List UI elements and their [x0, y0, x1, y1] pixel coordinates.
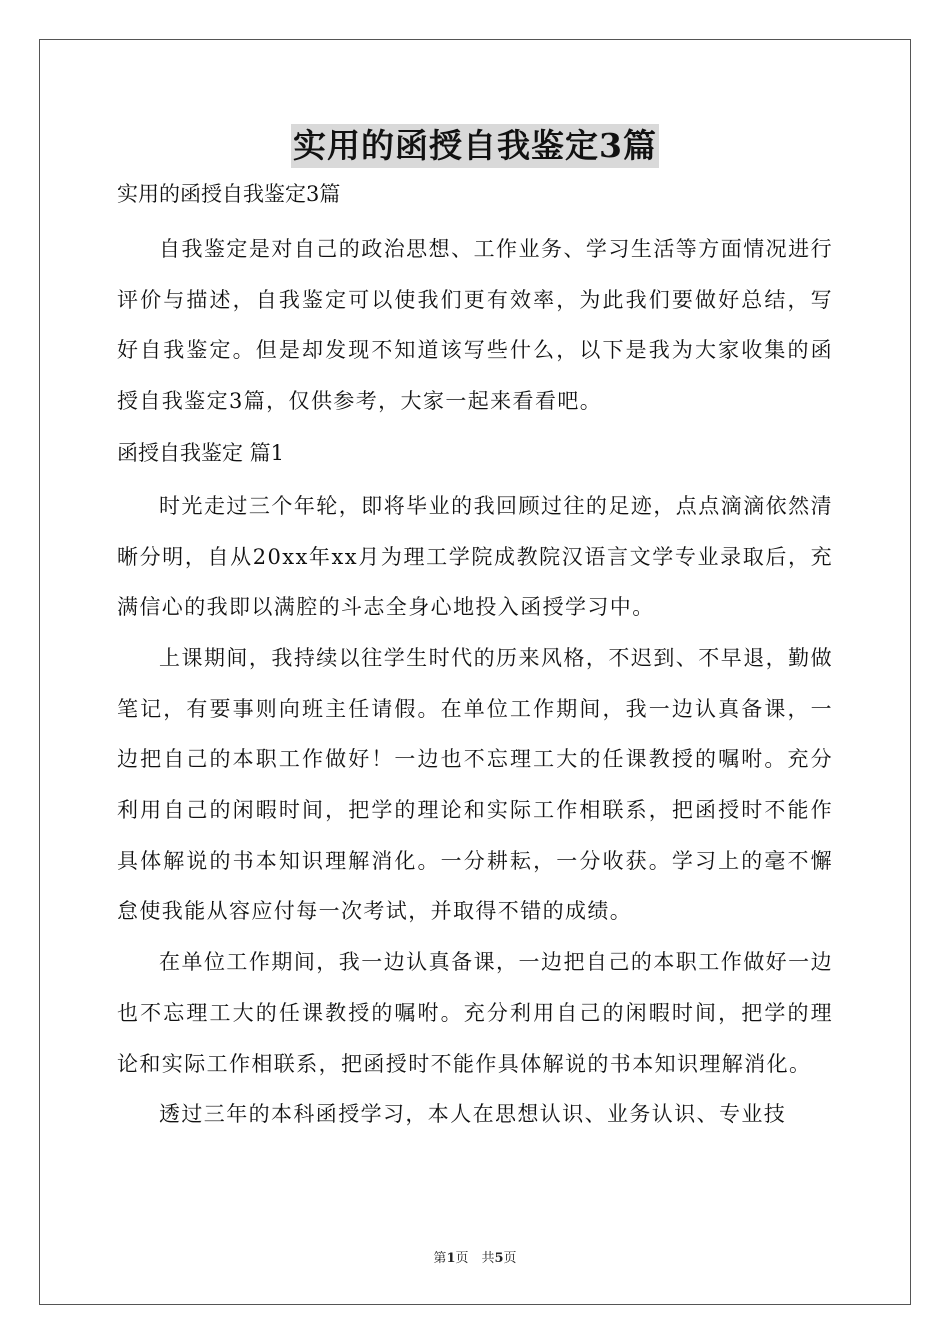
footer-page-current: 1	[446, 1251, 456, 1266]
intro-paragraph: 自我鉴定是对自己的政治思想、工作业务、学习生活等方面情况进行评价与描述，自我鉴定可以使我们更有效率，为此我们要做好总结，写好自我鉴定。但是却发现不知道该写些什么，以下是我为大家收集的函授自我鉴定3篇，仅供参考，大家一起来看看吧。	[117, 237, 833, 414]
footer-page-mid: 页 共	[455, 1251, 495, 1266]
title-container	[117, 124, 833, 174]
document-subtitle: 实用的函授自我鉴定3篇	[117, 182, 341, 206]
document-body	[117, 124, 833, 1140]
body-paragraph: 在单位工作期间，我一边认真备课，一边把自己的本职工作做好一边也不忘理工大的任课教授的嘱咐。充分利用自己的闲暇时间，把学的理论和实际工作相联系，把函授时不能作具体解说的书本知识理解消化。	[117, 950, 833, 1076]
body-paragraph: 透过三年的本科函授学习，本人在思想认识、业务认识、专业技	[159, 1102, 787, 1127]
body-paragraph: 上课期间，我持续以往学生时代的历来风格，不迟到、不早退，勤做笔记，有要事则向班主任请假。在单位工作期间，我一边认真备课，一边把自己的本职工作做好！一边也不忘理工大的任课教授的嘱咐。充分利用自己的闲暇时间，把学的理论和实际工作相联系，把函授时不能作具体解说的书本知识理解消化。一分耕耘，一分收获。学习上的毫不懈怠使我能从容应付每一次考试，并取得不错的成绩。	[117, 645, 833, 924]
footer-page-total: 5	[494, 1251, 504, 1266]
footer-page-prefix: 第	[433, 1251, 447, 1266]
page-footer	[0, 1247, 950, 1266]
document-title: 实用的函授自我鉴定3篇	[291, 124, 659, 168]
section-heading: 函授自我鉴定 篇1	[117, 440, 285, 465]
body-paragraph: 时光走过三个年轮，即将毕业的我回顾过往的足迹，点点滴滴依然清晰分明，自从20xx年xx月为理工学院成教院汉语言文学专业录取后，充满信心的我即以满腔的斗志全身心地投入函授学习中。	[117, 493, 833, 620]
footer-page-suffix: 页	[503, 1251, 517, 1266]
